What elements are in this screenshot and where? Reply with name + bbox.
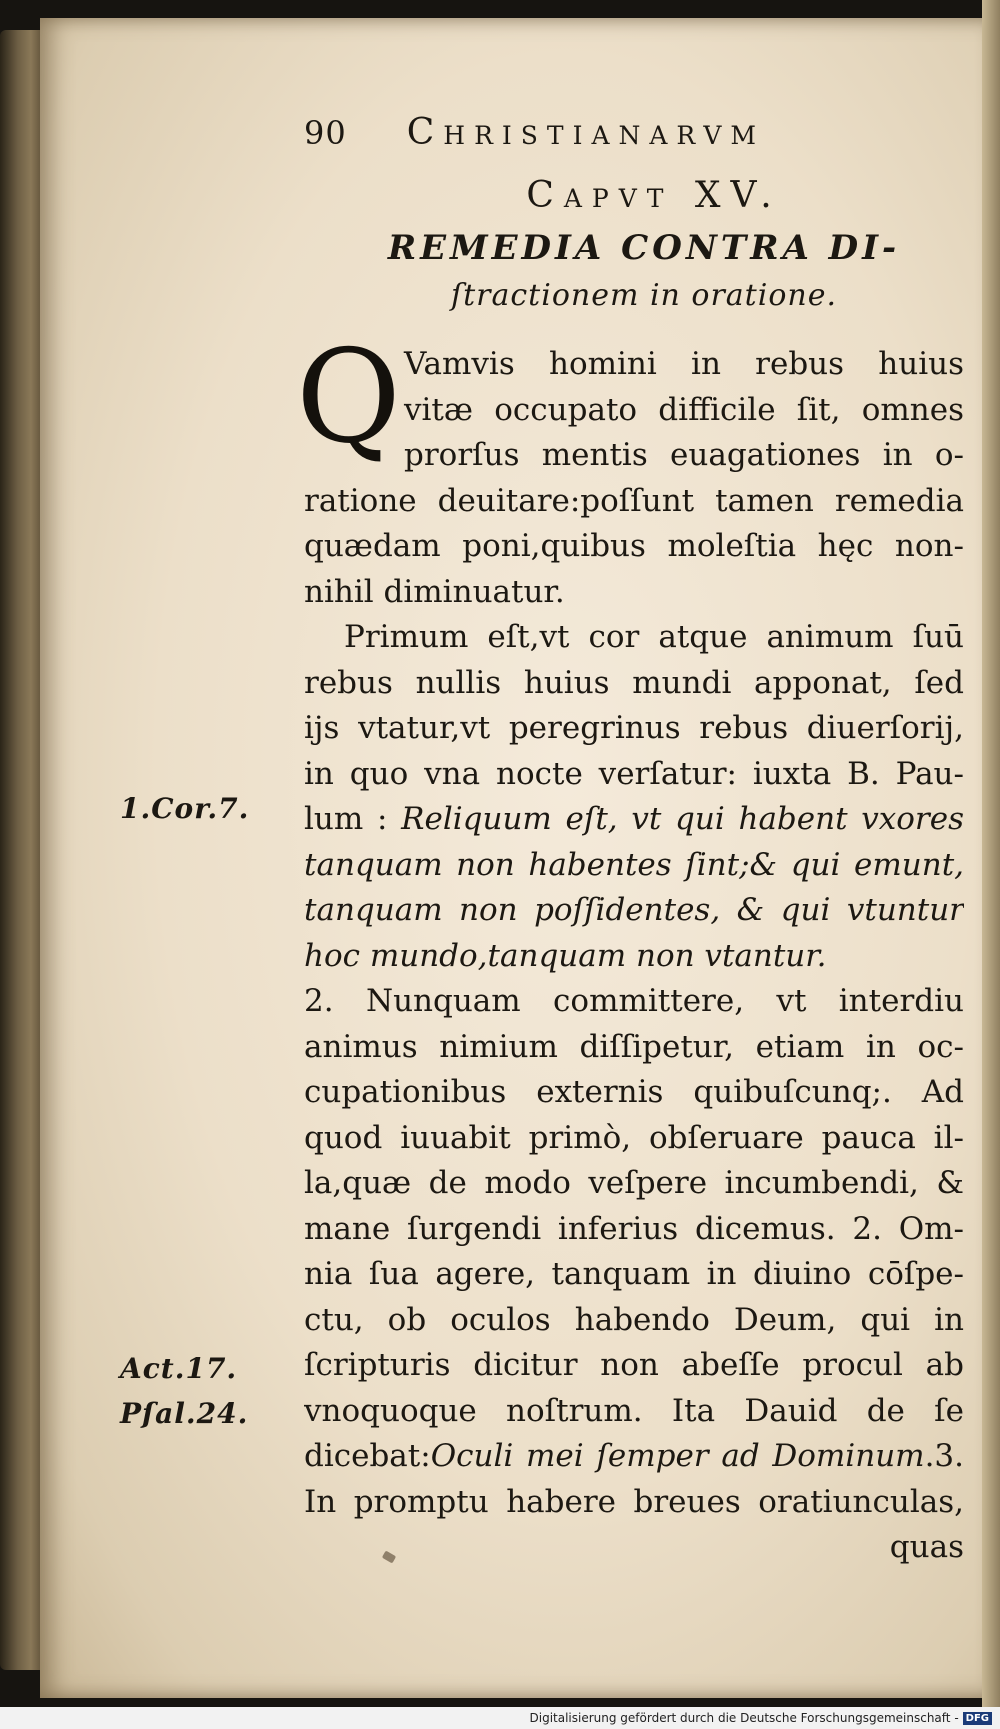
text-line: 2. Nunquam committere, vt interdiu xyxy=(304,983,964,1019)
text-roman: .3. xyxy=(924,1438,964,1474)
dfg-logo: DFG xyxy=(963,1712,992,1725)
running-title: Christianarvm xyxy=(406,112,766,153)
text-line-mixed xyxy=(304,797,964,843)
margin-note-act: Act.17. xyxy=(120,1352,238,1385)
credit-text: Digitalisierung gefördert durch die Deutsche Forschungsgemeinschaft - xyxy=(529,1711,959,1725)
text-italic: Oculi mei ſemper ad Dominum xyxy=(430,1438,925,1474)
chapter-heading: Capvt XV. xyxy=(526,175,782,216)
text-line: ſcripturis dicitur non abeſſe procul ab xyxy=(304,1347,964,1383)
text-line-italic: tanquam non habentes ſint;& qui emunt, xyxy=(304,846,964,883)
text-line-italic: tanquam non poſſidentes, & qui vtuntur xyxy=(304,892,964,928)
text-roman: dicebat: xyxy=(304,1438,431,1474)
paragraph-3 xyxy=(304,979,964,1571)
text-line: ijs vtatur,vt peregrinus rebus diuerſorij, xyxy=(304,710,964,746)
text-line: animus nimium diſſipetur, etiam in oc- xyxy=(304,1028,964,1065)
page-number: 90 xyxy=(304,114,347,152)
text-line: Primum eſt,vt cor atque animum ſuū xyxy=(344,619,964,655)
section-title-line-2: ſtractionem in oratione. xyxy=(450,278,838,313)
text-line: prorſus mentis euagationes in o- xyxy=(404,437,964,473)
text-line: in quo vna nocte verſatur: iuxta B. Pau- xyxy=(304,755,964,792)
text-line: rebus nullis huius mundi apponat, ſed xyxy=(304,664,964,701)
text-line: vitæ occupato difficile ſit, omnes xyxy=(404,391,964,428)
text-line: cupationibus externis quibuſcunq;. Ad xyxy=(304,1074,964,1110)
text-italic: Reliquum eſt, vt qui habent vxores xyxy=(401,801,964,837)
margin-note-psal: Pſal.24. xyxy=(120,1397,249,1430)
text-line: Vamvis homini in rebus huius xyxy=(404,346,964,382)
text-line: quod iuuabit primò, obſeruare pauca il- xyxy=(304,1119,964,1156)
digitization-credit-bar xyxy=(0,1707,1000,1729)
body-text xyxy=(296,323,964,1571)
text-line: la,quæ de modo veſpere incumbendi, & xyxy=(304,1165,964,1201)
section-title-line-1: REMEDIA CONTRA DI- xyxy=(387,228,901,268)
drop-capital: Q xyxy=(296,323,401,472)
text-line-italic: hoc mundo,tanquam non vtantur. xyxy=(304,937,827,974)
catchword: quas xyxy=(889,1529,964,1565)
text-line: vnoquoque noſtrum. Ita Dauid de ſe xyxy=(304,1392,964,1429)
text-line: ctu, ob oculos habendo Deum, qui in xyxy=(304,1301,964,1338)
section-title xyxy=(324,224,964,320)
text-line: quædam poni,quibus moleſtia hęc non- xyxy=(304,528,964,564)
margin-note-cor: 1.Cor.7. xyxy=(120,792,250,825)
paragraph-1 xyxy=(296,323,964,615)
text-line: mane ſurgendi inferius dicemus. 2. Om- xyxy=(304,1210,964,1247)
text-roman: lum : xyxy=(304,801,402,837)
paragraph-2 xyxy=(304,615,964,979)
text-line: In promptu habere breues oratiunculas, xyxy=(304,1483,964,1520)
text-line: nihil diminuatur. xyxy=(304,573,565,610)
text-line: ratione deuitare:poſſunt tamen remedia xyxy=(304,482,964,519)
text-line-mixed xyxy=(304,1434,964,1480)
text-block xyxy=(296,112,964,1571)
text-line: nia ſua agere, tanquam in diuino cōſpe- xyxy=(304,1256,964,1292)
page-edge xyxy=(982,0,1000,1729)
book-spine xyxy=(0,30,44,1670)
running-header xyxy=(304,112,964,168)
